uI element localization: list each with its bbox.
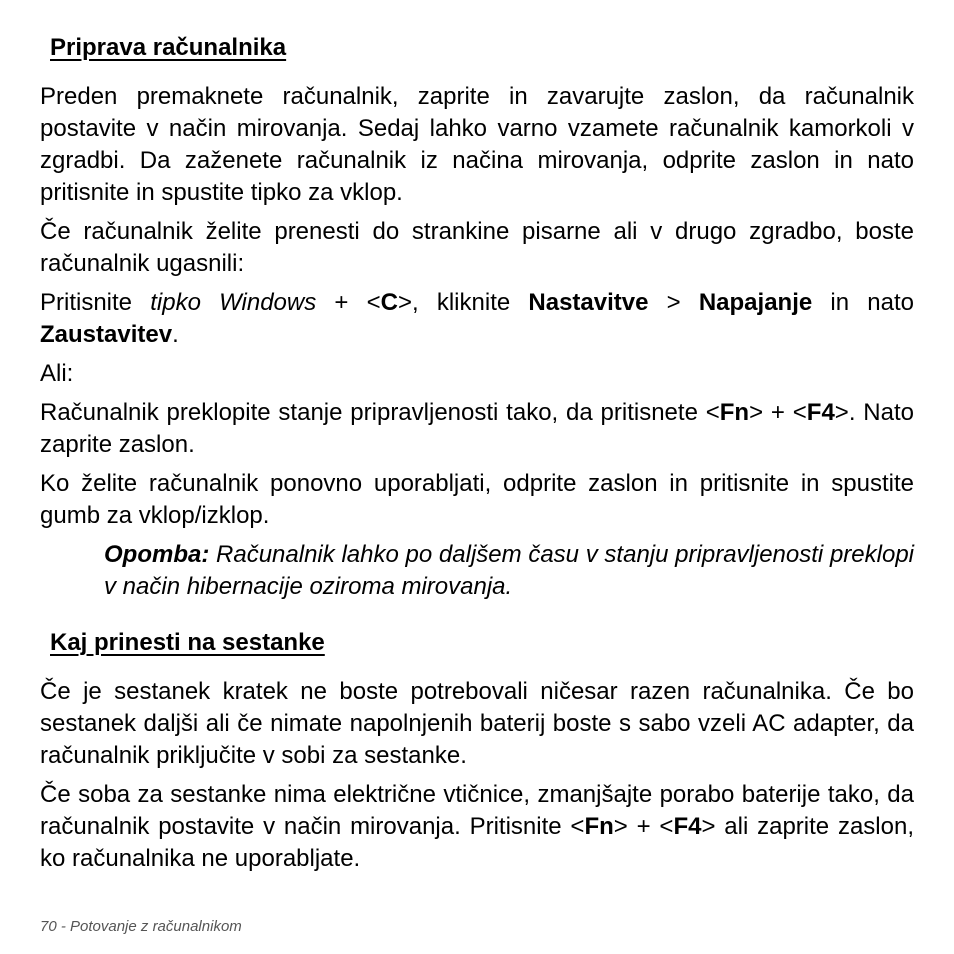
note-text: Računalnik lahko po daljšem času v stanju pripravljenosti preklopi v način hibernacije oziroma mirovanja. (104, 541, 914, 600)
paragraph: Če računalnik želite prenesti do strankine pisarne ali v drugo zgradbo, boste računalnik ugasnili: (40, 218, 914, 277)
paragraph: Ali: (40, 360, 74, 387)
paragraph-standby-instructions: Računalnik preklopite stanje pripravljenosti tako, da pritisnete <Fn> + <F4>. Nato zaprite zaslon. (40, 399, 914, 458)
paragraph-shutdown-instructions: Pritisnite tipko Windows + <C>, kliknite Nastavitve > Napajanje in nato Zaustavitev. (40, 289, 914, 348)
paragraph: Preden premaknete računalnik, zaprite in zavarujte zaslon, da računalnik postavite v način mirovanja. Sedaj lahko varno vzamete računalnik kamorkoli v zgradbi. Da zaženete računalnik iz načina mirovanja, odprite zaslon in nato pritisnite in spustite tipko za vklop. (40, 83, 914, 206)
page-content (40, 30, 914, 882)
section-heading-sestanki: Kaj prinesti na sestanke (50, 629, 325, 656)
paragraph-battery-instructions: Če soba za sestanke nima električne vtičnice, zmanjšajte porabo baterije tako, da računalnik postavite v način mirovanja. Pritisnite <Fn> + <F4> ali zaprite zaslon, ko računalnika ne uporabljate. (40, 781, 915, 872)
note-label: Opomba: (104, 541, 210, 568)
paragraph: Ko želite računalnik ponovno uporabljati, odprite zaslon in pritisnite in spustite gumb za vklop/izklop. (40, 470, 914, 529)
page-footer: 70 - Potovanje z računalnikom (40, 918, 242, 935)
paragraph: Če je sestanek kratek ne boste potrebovali ničesar razen računalnika. Če bo sestanek daljši ali če nimate napolnjenih baterij boste s sabo vzeli AC adapter, da računalnik priključite v sobi za sestanke. (40, 678, 914, 769)
section-heading-priprava: Priprava računalnika (50, 34, 287, 61)
note (104, 539, 914, 603)
